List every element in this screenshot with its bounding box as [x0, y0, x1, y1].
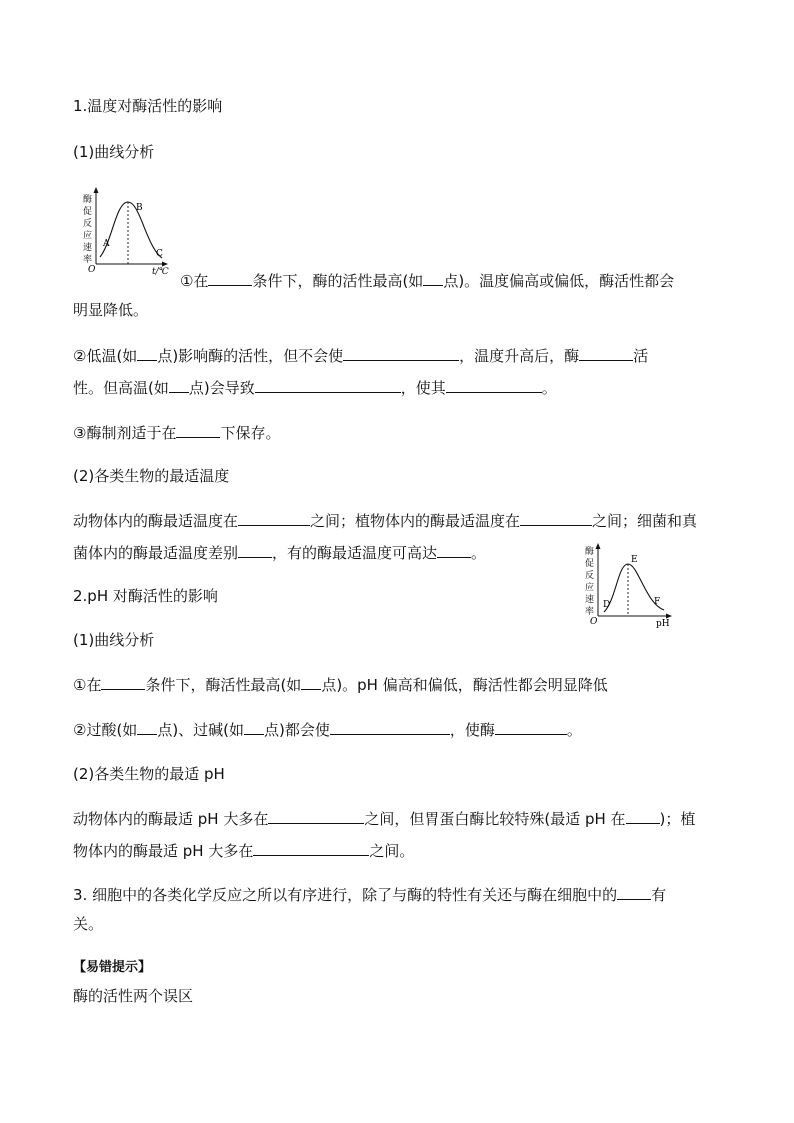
fig1-point-b: B	[136, 203, 143, 213]
p7-c: )；植	[659, 810, 696, 828]
p4-a: 动物体内的酶最适温度在	[73, 512, 239, 530]
p2-blank-5[interactable]	[255, 377, 401, 393]
p7-d: 物体内的酶最适 pH 大多在	[73, 842, 254, 860]
p5-a: ①在	[73, 676, 102, 694]
p6-blank-1[interactable]	[137, 719, 157, 735]
section2-title: 2.pH 对酶活性的影响	[73, 587, 218, 605]
p2-blank-2[interactable]	[343, 345, 459, 361]
p2-h: 。	[541, 379, 557, 397]
fig2-origin: O	[590, 617, 598, 627]
p1-a: ①在	[180, 272, 209, 290]
p7-a: 动物体内的酶最适 pH 大多在	[73, 810, 269, 828]
para-ph-2	[73, 719, 582, 740]
fig2-ylabel-1: 促	[585, 559, 595, 569]
p3-b: 下保存。	[220, 424, 281, 442]
p5-c: 点)。pH 偏高和偏低，酶活性都会明显降低	[321, 676, 608, 694]
p6-a: ②过酸(如	[73, 721, 138, 739]
p4-blank-4[interactable]	[437, 542, 471, 558]
p5-b: 条件下，酶活性最高(如	[145, 676, 302, 694]
p2-blank-1[interactable]	[137, 345, 157, 361]
para-temp-1	[180, 270, 674, 291]
p2-d: 活	[633, 347, 649, 365]
p7-blank-1[interactable]	[268, 808, 364, 824]
p3-blank-1[interactable]	[176, 422, 220, 438]
ph-curve-figure	[576, 540, 680, 632]
fig1-ylabel-2: 反	[83, 219, 93, 229]
p4-b: 之间；植物体内的酶最适温度在	[310, 512, 521, 530]
fig1-ylabel-1: 促	[83, 207, 93, 217]
p5-blank-1[interactable]	[101, 674, 145, 690]
section2-subtitle-optimal-ph: (2)各类生物的最适 pH	[73, 765, 225, 783]
fig2-point-d: D	[603, 600, 611, 610]
p6-blank-4[interactable]	[495, 719, 567, 735]
para-temp-3	[73, 422, 280, 443]
p1-blank-1[interactable]	[208, 270, 252, 286]
p2-f: 点)会导致	[188, 379, 255, 397]
p6-d: ，使酶	[449, 721, 495, 739]
p7-blank-2[interactable]	[626, 808, 660, 824]
section1-title: 1.温度对酶活性的影响	[73, 97, 223, 115]
p7-blank-3[interactable]	[253, 840, 369, 856]
p2-a: ②低温(如	[73, 347, 138, 365]
p6-c: 点)都会使	[264, 721, 330, 739]
p6-blank-2[interactable]	[244, 719, 264, 735]
para-ph-3	[73, 808, 695, 829]
fig2-ylabel-4: 速	[585, 595, 595, 605]
p5-blank-2[interactable]	[301, 674, 321, 690]
p4-blank-2[interactable]	[520, 510, 592, 526]
fig2-xlabel: pH	[656, 619, 670, 629]
p1-blank-2[interactable]	[423, 270, 443, 286]
fig2-y-arrow	[596, 543, 601, 549]
p4-e: ，有的酶最适温度可高达	[272, 544, 438, 562]
p8-blank-1[interactable]	[617, 884, 651, 900]
fig2-ylabel-0: 酶	[585, 547, 595, 557]
fig2-ylabel-2: 反	[585, 571, 595, 581]
p1-c: 点)。温度偏高或偏低，酶活性都会	[443, 272, 675, 290]
para-temp-4	[73, 510, 697, 531]
section1-subtitle-optimal-temp: (2)各类生物的最适温度	[73, 467, 230, 485]
para-temp-4-cont	[73, 542, 486, 563]
para-ph-3-cont	[73, 840, 414, 861]
para-temp-2-cont	[73, 377, 557, 398]
p2-e: 性。但高温(如	[73, 379, 169, 397]
p2-g: ，使其	[400, 379, 446, 397]
p7-e: 之间。	[369, 842, 415, 860]
tip-text: 酶的活性两个误区	[73, 987, 194, 1005]
p6-b: 点)、过碱(如	[157, 721, 245, 739]
para-3	[73, 884, 666, 905]
p4-c: 之间；细菌和真	[592, 512, 698, 530]
p6-blank-3[interactable]	[330, 719, 450, 735]
p2-blank-4[interactable]	[169, 377, 189, 393]
fig1-curve	[100, 202, 162, 258]
fig2-point-e: E	[631, 555, 638, 565]
fig2-point-f: F	[654, 597, 661, 607]
fig1-y-arrow	[94, 187, 99, 193]
fig1-point-c: C	[156, 249, 163, 259]
fig2-x-arrow	[666, 614, 672, 619]
p2-b: 点)影响酶的活性，但不会使	[157, 347, 344, 365]
para-3-cont: 关。	[73, 915, 104, 933]
fig1-ylabel-0: 酶	[83, 195, 93, 205]
fig1-point-a: A	[103, 239, 110, 249]
para-ph-1	[73, 674, 608, 695]
para-temp-2	[73, 345, 648, 366]
p2-blank-3[interactable]	[579, 345, 633, 361]
p7-b: 之间，但胃蛋白酶比较特殊(最适 pH 在	[364, 810, 626, 828]
section1-subtitle-curve: (1)曲线分析	[73, 143, 155, 161]
para-temp-1-cont: 明显降低。	[73, 301, 149, 319]
fig1-ylabel-4: 速	[83, 243, 93, 253]
p4-blank-1[interactable]	[238, 510, 310, 526]
tip-title: 【易错提示】	[73, 960, 152, 975]
temperature-curve-figure	[72, 184, 182, 276]
fig1-ylabel-3: 应	[83, 231, 93, 241]
p4-d: 菌体内的酶最适温度差别	[73, 544, 239, 562]
p8-a: 3. 细胞中的各类化学反应之所以有序进行，除了与酶的特性有关还与酶在细胞中的	[73, 886, 618, 904]
p4-f: 。	[471, 544, 487, 562]
p4-blank-3[interactable]	[238, 542, 272, 558]
fig1-xlabel: t/℃	[152, 267, 169, 276]
p2-c: ，温度升高后，酶	[459, 347, 580, 365]
section2-subtitle-curve: (1)曲线分析	[73, 631, 155, 649]
p6-e: 。	[566, 721, 582, 739]
fig2-ylabel-5: 率	[585, 607, 595, 617]
fig1-ylabel-5: 率	[83, 255, 93, 265]
fig1-origin: O	[88, 265, 96, 275]
p1-b: 条件下，酶的活性最高(如	[252, 272, 424, 290]
fig1-x-arrow	[162, 262, 168, 267]
p2-blank-6[interactable]	[446, 377, 542, 393]
p3-a: ③酶制剂适于在	[73, 424, 177, 442]
p8-b: 有	[651, 886, 667, 904]
fig2-ylabel-3: 应	[585, 583, 595, 593]
